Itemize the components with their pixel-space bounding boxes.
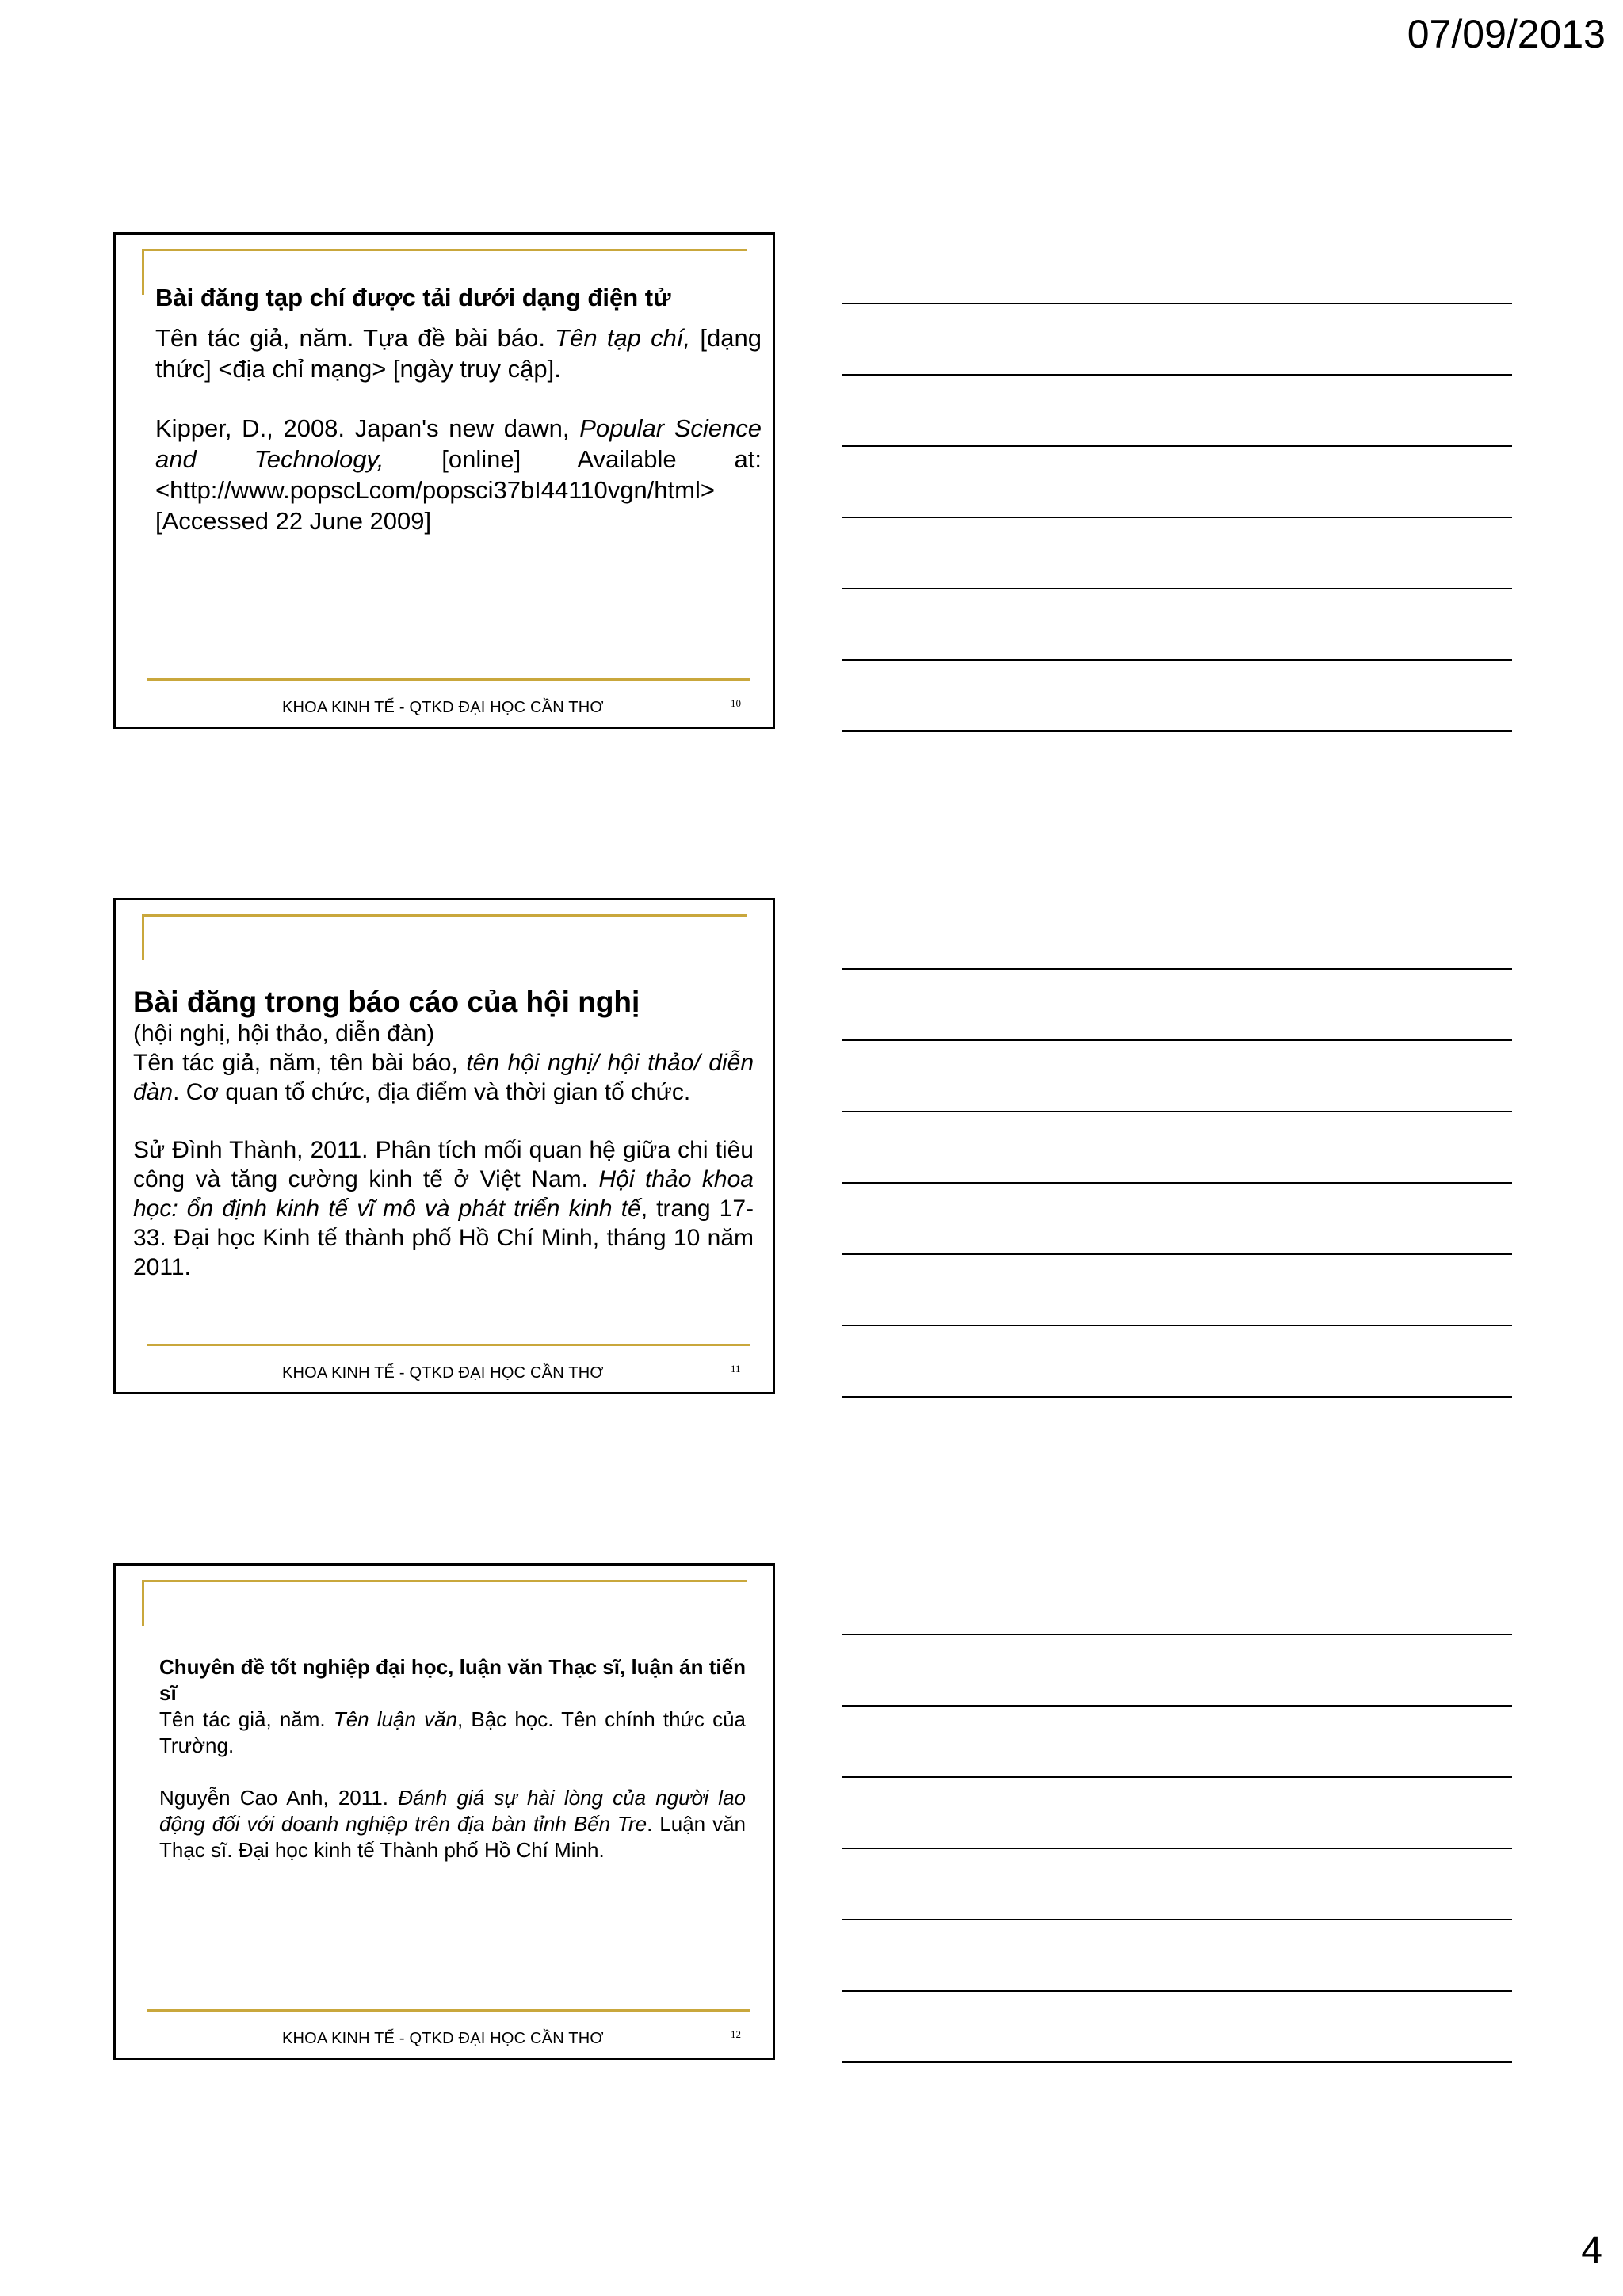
citation-example — [133, 1135, 754, 1282]
citation-format — [155, 322, 762, 384]
footer-rule — [147, 678, 750, 681]
citation-format — [159, 1707, 746, 1759]
slide-subtitle: (hội nghị, hội thảo, diễn đàn) — [133, 1020, 435, 1047]
note-line — [842, 968, 1512, 970]
note-line — [842, 730, 1512, 732]
format-text: Tên tác giả, năm. Tựa đề bài báo. — [155, 324, 556, 352]
slide-number: 10 — [731, 697, 741, 709]
slide-title: Chuyên đề tốt nghiệp đại học, luận văn Thạc sĩ, luận án tiến sĩ — [159, 1655, 746, 1705]
note-line — [842, 1848, 1512, 1849]
note-line — [842, 1776, 1512, 1778]
note-line — [842, 1325, 1512, 1326]
slide-number: 11 — [731, 1363, 741, 1375]
note-line — [842, 1039, 1512, 1041]
note-line — [842, 1919, 1512, 1920]
slide-footer: KHOA KINH TẾ - QTKD ĐẠI HỌC CẦN THƠ — [282, 1364, 604, 1382]
slide-content — [133, 986, 754, 1282]
example-italic: Đánh giá sự hài lòng của người lao động đối với doanh nghiệp trên địa bàn tỉnh Bến Tre — [159, 1786, 746, 1836]
slide-11 — [113, 898, 775, 1394]
slide-footer: KHOA KINH TẾ - QTKD ĐẠI HỌC CẦN THƠ — [282, 2030, 604, 2047]
note-line — [842, 1182, 1512, 1184]
date-header: 07/09/2013 — [1407, 12, 1606, 56]
slide-accent-bracket — [142, 914, 747, 960]
format-italic: Tên luận văn — [333, 1707, 457, 1731]
footer-rule — [147, 1344, 750, 1346]
note-line — [842, 659, 1512, 661]
example-text: Nguyễn Cao Anh, 2011. — [159, 1786, 399, 1810]
slide-12 — [113, 1563, 775, 2060]
note-line — [842, 588, 1512, 589]
format-text: Tên tác giả, năm. — [159, 1707, 334, 1731]
note-line — [842, 2061, 1512, 2063]
slide-footer: KHOA KINH TẾ - QTKD ĐẠI HỌC CẦN THƠ — [282, 699, 604, 716]
note-line — [842, 1990, 1512, 1992]
format-text: , Bậc học. Tên chính thức của Trường. — [159, 1707, 747, 1757]
slide-10 — [113, 232, 775, 729]
slide-number: 12 — [731, 2028, 741, 2040]
format-text: Tên tác giả, năm, tên bài báo, — [133, 1050, 467, 1076]
note-line — [842, 1705, 1512, 1707]
format-italic: Tên tạp chí, — [555, 324, 691, 352]
note-line — [842, 1634, 1512, 1635]
citation-example — [159, 1785, 746, 1863]
example-text: , trang 17-33. Đại học Kinh tế thành phố Hồ Chí Minh, tháng 10 năm 2011. — [133, 1196, 754, 1280]
note-line — [842, 445, 1512, 447]
example-italic: Popular Science and Technology, — [155, 414, 762, 473]
page-number: 4 — [1581, 2229, 1602, 2271]
slide-accent-bracket — [142, 1580, 747, 1626]
example-text: [online] Available at: <http://www.popscLcom/popsci37bI44110vgn/html> [Accessed 22 June 2009] — [155, 445, 762, 535]
example-text: . Luận văn Thạc sĩ. Đại học kinh tế Thành phố Hồ Chí Minh. — [159, 1812, 746, 1862]
citation-format — [133, 1048, 754, 1107]
format-text: [dạng thức] <địa chỉ mạng> [ngày truy cập]. — [155, 324, 762, 383]
slide-content — [155, 282, 762, 536]
format-text: . Cơ quan tổ chức, địa điểm và thời gian tổ chức. — [173, 1079, 691, 1105]
footer-rule — [147, 2009, 750, 2012]
slide-title: Bài đăng trong báo cáo của hội nghị — [133, 986, 640, 1018]
note-line — [842, 1396, 1512, 1398]
citation-example — [155, 413, 762, 536]
note-line — [842, 1111, 1512, 1112]
slide-title: Bài đăng tạp chí được tải dưới dạng điện tử — [155, 284, 671, 311]
note-line — [842, 374, 1512, 376]
note-line — [842, 1253, 1512, 1255]
slide-content — [159, 1654, 746, 1863]
example-text: Kipper, D., 2008. Japan's new dawn, — [155, 414, 580, 442]
example-italic: Hội thảo khoa học: ổn định kinh tế vĩ mô và phát triển kinh tế — [133, 1166, 754, 1222]
note-line — [842, 303, 1512, 304]
format-italic: tên hội nghị/ hội thảo/ diễn đàn — [133, 1050, 754, 1105]
example-text: Sử Đình Thành, 2011. Phân tích mối quan hệ giữa chi tiêu công và tăng cường kinh tế ở Việt Nam. — [133, 1137, 754, 1192]
note-line — [842, 517, 1512, 518]
